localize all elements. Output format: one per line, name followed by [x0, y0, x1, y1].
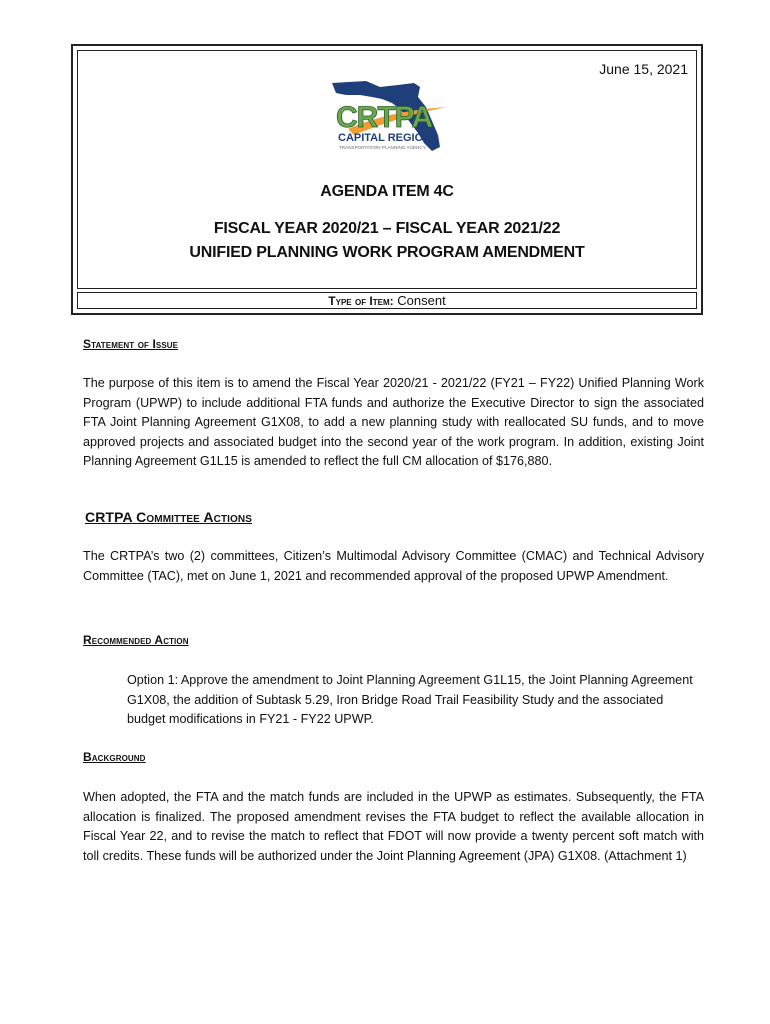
title-line-2: UNIFIED PLANNING WORK PROGRAM AMENDMENT — [189, 244, 585, 261]
logo-name: CRTPA — [336, 101, 433, 134]
crtpa-logo — [328, 77, 458, 155]
title-line-1: FISCAL YEAR 2020/21 – FISCAL YEAR 2021/22 — [213, 220, 561, 237]
background-text: When adopted, the FTA and the match funds are included in the UPWP as estimates. Subsequently, the FTA allocation is finalized. The proposed amendment revises the FTA budget to reflect the available allocation in Fiscal Year 22, and to revise the match to reflect that FDOT will now provide a twenty percent soft match with toll credits. These funds will be authorized under the Joint Planning Agreement (JPA) G1X08. (Attachment 1) — [83, 790, 704, 863]
committee-heading-rest: Committee Actions — [136, 509, 253, 525]
agenda-item-title: AGENDA ITEM 4C — [320, 183, 454, 200]
agenda-titles — [78, 183, 696, 265]
logo-tagline: TRANSPORTATION PLANNING AGENCY — [339, 145, 426, 150]
logo-subtitle: CAPITAL REGION — [338, 132, 432, 144]
type-of-item-label: Type of Item: — [328, 294, 394, 308]
agenda-header-inner — [77, 50, 697, 289]
agenda-header-box — [71, 44, 703, 315]
committee-heading-prefix: CRTPA — [85, 509, 133, 525]
type-of-item-row — [77, 292, 697, 309]
statement-text: The purpose of this item is to amend the Fiscal Year 2020/21 - 2021/22 (FY21 – FY22) Unified Planning Work Program (UPWP) to include additional FTA funds and authorize the Executive Director to sign the associated FTA Joint Planning Agreement G1X08, to add a new planning study with reallocated SU funds, and to move approved projects and associated budget into the second year of the work program. In addition, existing Joint Planning Agreement G1L15 is amended to reflect the full CM allocation of $176,880. — [83, 376, 704, 468]
recommended-heading: Recommended Action — [83, 633, 189, 647]
meeting-date: June 15, 2021 — [599, 61, 688, 77]
statement-heading: Statement of Issue — [83, 337, 179, 351]
recommended-text: Option 1: Approve the amendment to Joint Planning Agreement G1L15, the Joint Planning Agreement G1X08, the addition of Subtask 5.29, Iron Bridge Road Trail Feasibility Study and the associated budget modifications in FY21 - FY22 UPWP. — [127, 673, 693, 726]
type-of-item-value: Consent — [397, 293, 446, 308]
committee-text: The CRTPA’s two (2) committees, Citizen’s Multimodal Advisory Committee (CMAC) and Technical Advisory Committee (TAC), met on June 1, 2021 and recommended approval of the proposed UPWP Amendment. — [83, 549, 704, 583]
committee-heading — [85, 509, 252, 525]
background-heading: Background — [83, 750, 146, 764]
